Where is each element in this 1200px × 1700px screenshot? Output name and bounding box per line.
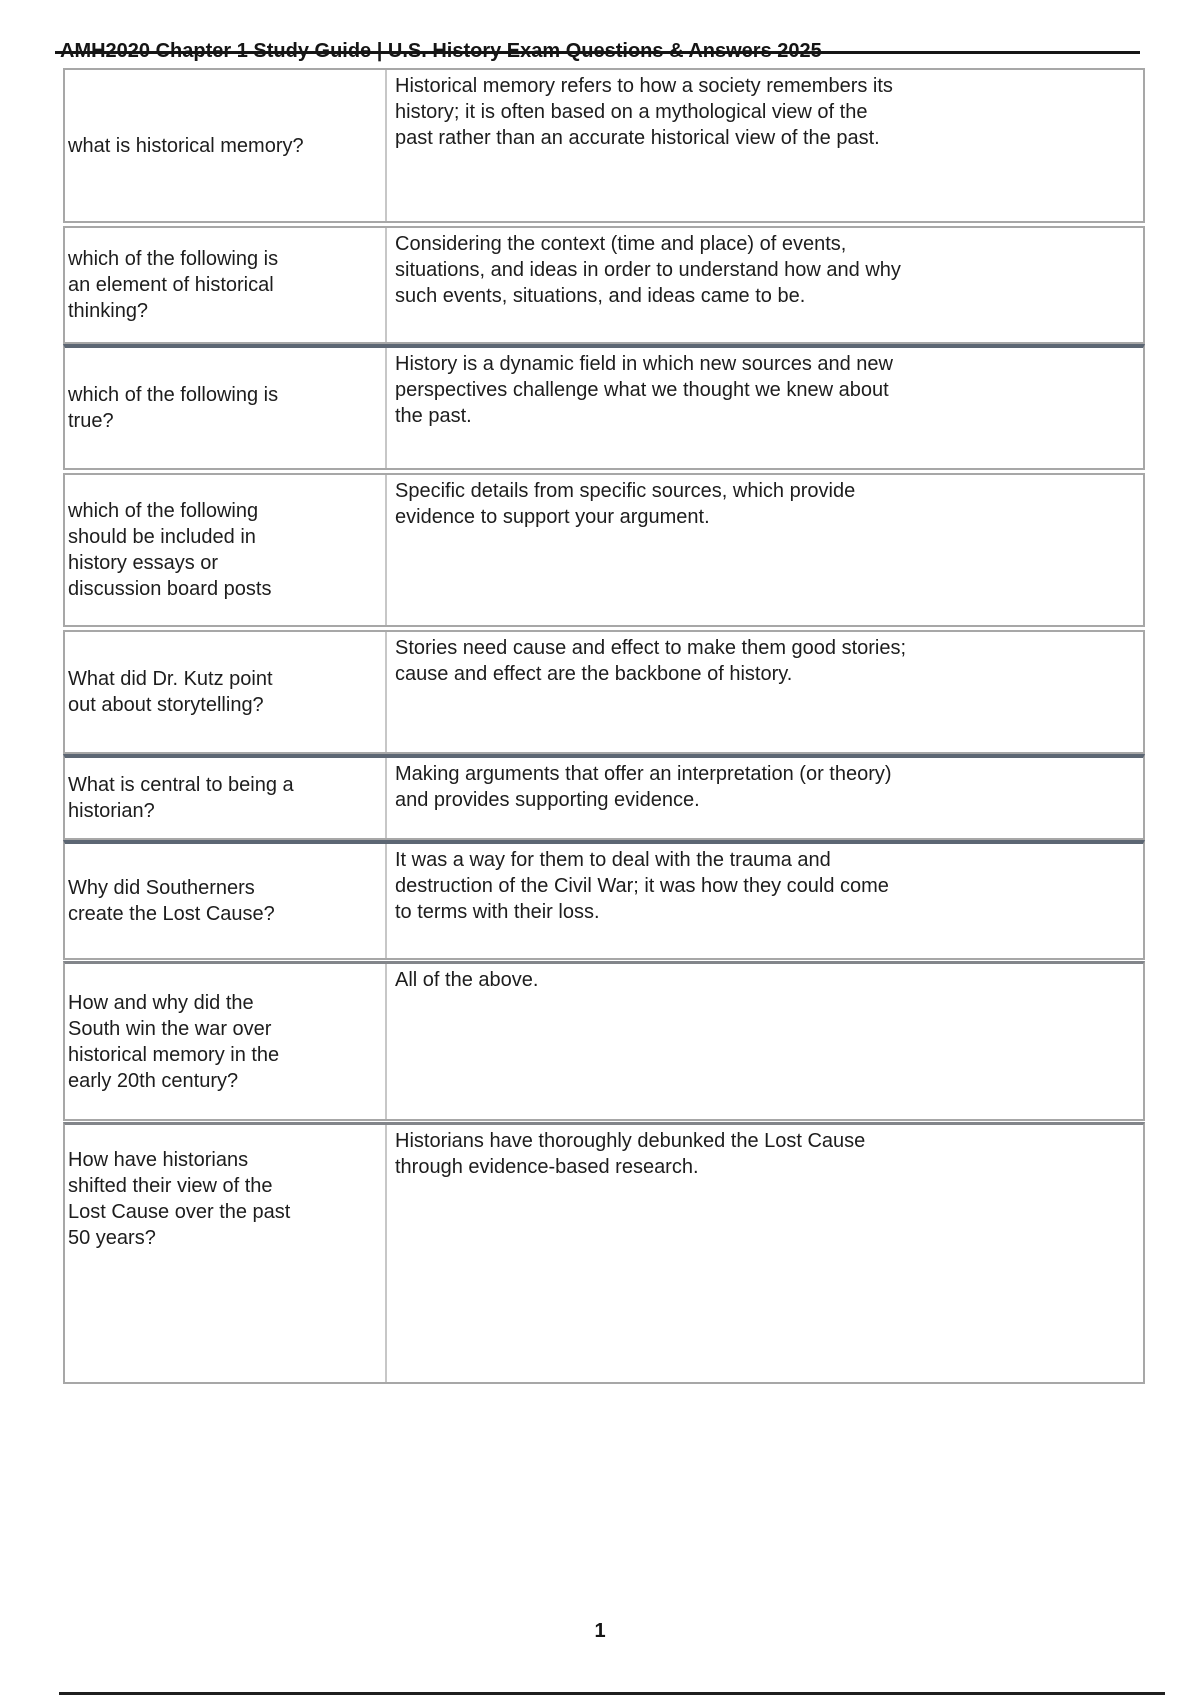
table-row (63, 68, 1145, 223)
question-cell: which of the following is true? (65, 348, 387, 468)
question-cell: which of the following should be included in history essays or discussion board posts (65, 475, 387, 625)
question-cell: what is historical memory? (65, 70, 387, 221)
title-strikethrough-line (55, 51, 1140, 54)
question-cell: What is central to being a historian? (65, 758, 387, 838)
table-row (63, 961, 1145, 1121)
table-row (63, 754, 1145, 840)
answer-cell (387, 844, 1143, 958)
answer-cell (387, 758, 1143, 838)
table-row (63, 473, 1145, 627)
answer-cell (387, 964, 1143, 1119)
answer-cell (387, 228, 1143, 342)
page-number: 1 (594, 1620, 606, 1642)
answer-cell (387, 70, 1143, 221)
answer-text: Considering the context (time and place) of events, situations, and ideas in order to understand how and why such events, situations, and ideas came to be. (395, 233, 901, 307)
question-cell: How have historians shifted their view of the Lost Cause over the past 50 years? (65, 1125, 387, 1382)
answer-text: Specific details from specific sources, which provide evidence to support your argument. (395, 480, 856, 528)
table-row (63, 226, 1145, 344)
table-row (63, 1122, 1145, 1384)
footer-rule (59, 1692, 1165, 1695)
title-block (60, 40, 1145, 66)
answer-text: Historians have thoroughly debunked the Lost Cause through evidence-based research. (395, 1130, 866, 1178)
answer-text: All of the above. (395, 969, 539, 991)
answer-cell (387, 475, 1143, 625)
question-cell: How and why did the South win the war over historical memory in the early 20th century? (65, 964, 387, 1119)
table-row (63, 840, 1145, 960)
qa-table (63, 68, 1145, 1384)
answer-text: Making arguments that offer an interpretation (or theory) and provides supporting evidence. (395, 763, 892, 811)
answer-cell (387, 632, 1143, 752)
answer-cell (387, 348, 1143, 468)
answer-cell (387, 1125, 1143, 1382)
answer-text: It was a way for them to deal with the trauma and destruction of the Civil War; it was how they could come to terms with their loss. (395, 849, 889, 923)
table-row (63, 630, 1145, 754)
answer-text: History is a dynamic field in which new sources and new perspectives challenge what we thought we knew about the past. (395, 353, 893, 427)
question-cell: which of the following is an element of historical thinking? (65, 228, 387, 342)
question-cell: Why did Southerners create the Lost Cause? (65, 844, 387, 958)
table-row (63, 344, 1145, 470)
answer-text: Historical memory refers to how a society remembers its history; it is often based on a mythological view of the past rather than an accurate historical view of the past. (395, 75, 893, 149)
answer-text: Stories need cause and effect to make them good stories; cause and effect are the backbone of history. (395, 637, 907, 685)
question-cell: What did Dr. Kutz point out about storytelling? (65, 632, 387, 752)
